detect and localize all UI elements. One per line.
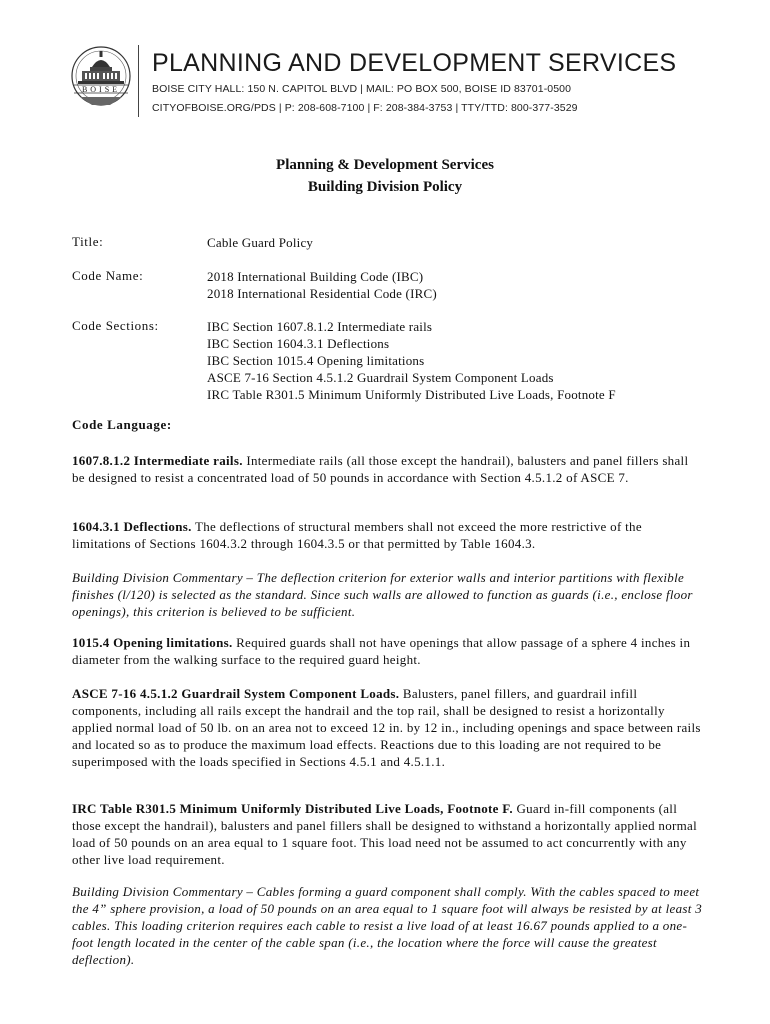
- letterhead: [70, 45, 710, 125]
- code-sections-label: Code Sections:: [72, 318, 159, 333]
- paragraph-text: Intermediate rails (all those except the handrail), balusters and panel fillers shall be designed to resist a concentrated load of 50 pounds in accordance with Section 4.5.1.2 of ASCE 7.: [72, 453, 689, 485]
- title-label: Title:: [72, 234, 104, 249]
- org-name: PLANNING AND DEVELOPMENT SERVICES: [152, 49, 677, 77]
- paragraph-heading: 1015.4 Opening limitations.: [72, 635, 233, 650]
- address-line: BOISE CITY HALL: 150 N. CAPITOL BLVD | MAIL: PO BOX 500, BOISE ID 83701-0500: [152, 83, 572, 95]
- commentary-cables: Building Division Commentary – Cables forming a guard component shall comply. With the cables spaced to meet the 4” sphere provision, a load of 50 pounds on an area equal to 1 square foot will always be resisted by at least 3 cables. This loading criterion requires each cable to resist a live load of at least 16.67 pounds applied to a one-foot length located in the center of the cable span (i.e., the location where the force will cause the greatest deflection).: [72, 884, 702, 967]
- paragraph-heading: ASCE 7-16 4.5.1.2 Guardrail System Component Loads.: [72, 686, 400, 701]
- paragraph-text: Balusters, panel fillers, and guardrail infill components, including all rails except the handrail and the top rail, shall be designed to resist a horizontally applied normal load of 50 lb. on an area not to exceed 12 in. by 12 in., including openings and space between rails and located so as to produce the maximum load effects. Reactions due to this loading are not required to be superimposed with the loads specified in Sections 4.5.1 and 4.5.1.1.: [72, 686, 701, 769]
- paragraph-heading: 1607.8.1.2 Intermediate rails.: [72, 453, 243, 468]
- code-name-list: [207, 268, 437, 302]
- commentary-deflection: Building Division Commentary – The deflection criterion for exterior walls and interior partitions with flexible finishes (l/120) is selected as the standard. Since such walls are allowed to function as guards (i.e., enclose floor openings), this criterion is believed to be sufficient.: [72, 570, 693, 619]
- paragraph-text: Required guards shall not have openings that allow passage of a sphere 4 inches in diameter from the walking surface to the required guard height.: [72, 635, 691, 667]
- contact-line: CITYOFBOISE.ORG/PDS | P: 208-608-7100 | F: 208-384-3753 | TTY/TTD: 800-377-3529: [152, 102, 578, 114]
- paragraph-text: Guard in-fill components (all those except the handrail), balusters and panel fillers shall be designed to withstand a horizontally applied normal load of 50 pounds on an area equal to 1 square foot. This load need not be assumed to act concurrently with any other live load requirement.: [72, 801, 698, 867]
- paragraph-irc-table: [72, 800, 702, 868]
- title-value: Cable Guard Policy: [207, 235, 314, 250]
- code-name-label: Code Name:: [72, 268, 144, 283]
- boise-city-seal-icon: [70, 45, 132, 121]
- code-name-item: 2018 International Residential Code (IRC): [207, 286, 437, 301]
- paragraph-heading: IRC Table R301.5 Minimum Uniformly Distributed Live Loads, Footnote F.: [72, 801, 513, 816]
- paragraph-text: The deflections of structural members shall not exceed the more restrictive of the limitations of Sections 1604.3.2 through 1604.3.5 or that permitted by Table 1604.3.: [72, 519, 642, 551]
- code-section-item: ASCE 7-16 Section 4.5.1.2 Guardrail System Component Loads: [207, 370, 554, 385]
- code-section-item: IBC Section 1607.8.1.2 Intermediate rails: [207, 319, 433, 334]
- svg-text:BOISE: BOISE: [81, 85, 121, 94]
- code-language-heading: Code Language:: [72, 417, 172, 432]
- paragraph-intermediate-rails: [72, 452, 702, 486]
- letterhead-divider: [138, 45, 139, 117]
- code-section-item: IRC Table R301.5 Minimum Uniformly Distributed Live Loads, Footnote F: [207, 387, 616, 402]
- paragraph-opening-limitations: [72, 634, 702, 668]
- document-subtitle: Building Division Policy: [307, 179, 463, 195]
- code-section-item: IBC Section 1604.3.1 Deflections: [207, 336, 390, 351]
- paragraph-deflections: [72, 518, 702, 552]
- document-title: Planning & Development Services: [276, 157, 494, 173]
- code-sections-list: [207, 318, 616, 403]
- paragraph-heading: 1604.3.1 Deflections.: [72, 519, 192, 534]
- paragraph-asce-guardrail-loads: [72, 685, 702, 770]
- code-name-item: 2018 International Building Code (IBC): [207, 269, 424, 284]
- code-section-item: IBC Section 1015.4 Opening limitations: [207, 353, 425, 368]
